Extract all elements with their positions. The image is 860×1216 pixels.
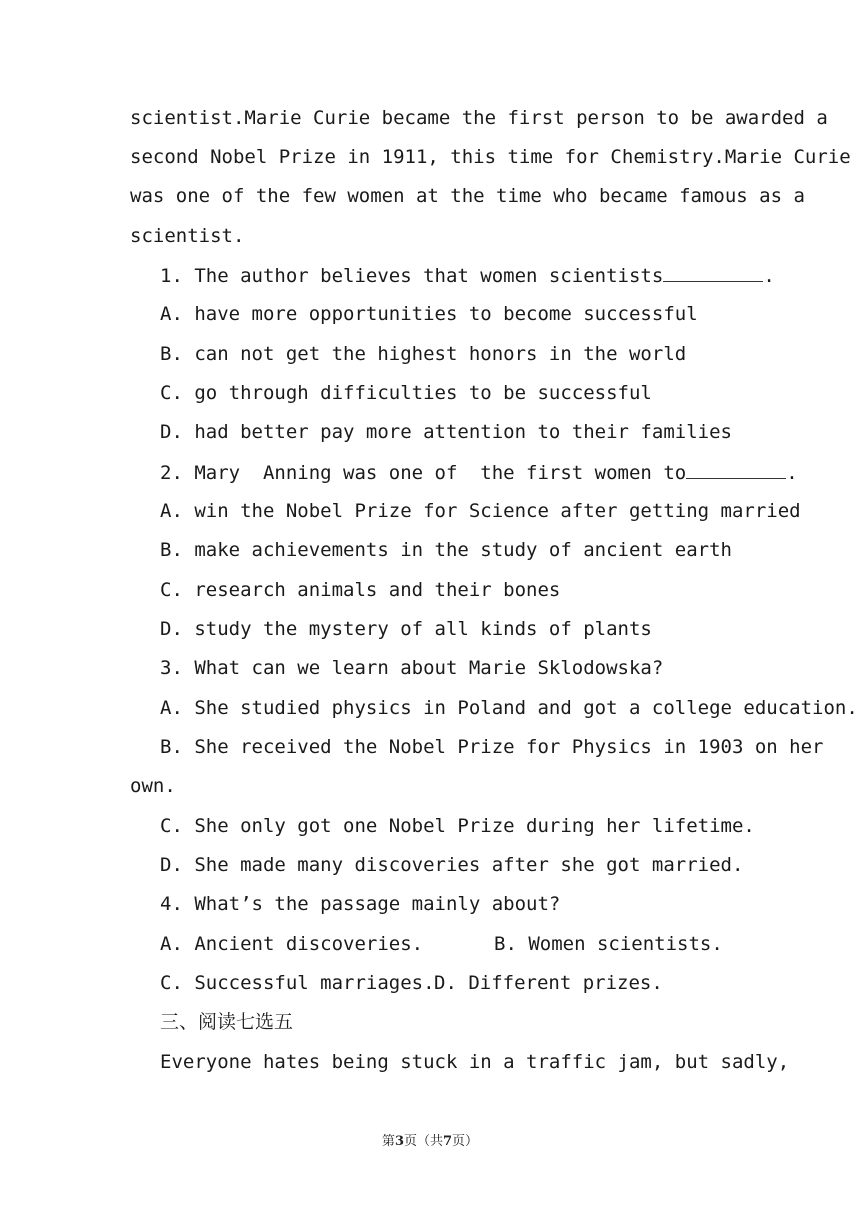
option-c: C. She only got one Nobel Prize during her lifetime. <box>160 815 755 837</box>
answer-blank <box>663 263 763 282</box>
option-d: D. She made many discoveries after she got married. <box>160 854 744 876</box>
answer-blank <box>686 460 786 479</box>
option-d: D. Different prizes. <box>434 972 663 994</box>
passage-line: scientist. <box>130 225 245 247</box>
option-c: C. go through difficulties to be successful <box>160 382 652 404</box>
option-d: D. study the mystery of all kinds of plants <box>160 618 652 640</box>
question-stem: 4. What’s the passage mainly about? <box>160 893 561 915</box>
option-b-continued: own. <box>130 775 176 797</box>
question-stem: 2. Mary Anning was one of the first women to . <box>160 462 798 484</box>
option-b: B. Women scientists. <box>494 933 723 955</box>
option-a: A. have more opportunities to become successful <box>160 303 698 325</box>
option-b: B. can not get the highest honors in the world <box>160 343 687 365</box>
page-footer: 第3页（共7页） <box>381 1134 479 1149</box>
page-total: 7 <box>443 1134 453 1149</box>
option-c: C. Successful marriages. <box>160 972 435 994</box>
option-c: C. research animals and their bones <box>160 579 561 601</box>
option-a: A. Ancient discoveries. <box>160 933 424 955</box>
option-b: B. make achievements in the study of ancient earth <box>160 539 732 561</box>
option-d: D. had better pay more attention to their families <box>160 421 732 443</box>
option-b: B. She received the Nobel Prize for Physics in 1903 on her <box>160 736 824 758</box>
passage-line: was one of the few women at the time who became famous as a <box>130 185 805 207</box>
passage-line: scientist.Marie Curie became the first person to be awarded a <box>130 107 828 129</box>
question-stem: 1. The author believes that women scientists . <box>160 265 775 287</box>
page-number: 3 <box>394 1134 404 1149</box>
passage-line: second Nobel Prize in 1911, this time for Chemistry.Marie Curie <box>130 146 851 168</box>
option-a: A. She studied physics in Poland and got a college education. <box>160 697 858 719</box>
passage-line: Everyone hates being stuck in a traffic jam, but sadly, <box>160 1051 790 1073</box>
option-a: A. win the Nobel Prize for Science after getting married <box>160 500 801 522</box>
question-stem: 3. What can we learn about Marie Sklodowska? <box>160 657 664 679</box>
section-title: 三、阅读七选五 <box>160 1011 294 1033</box>
